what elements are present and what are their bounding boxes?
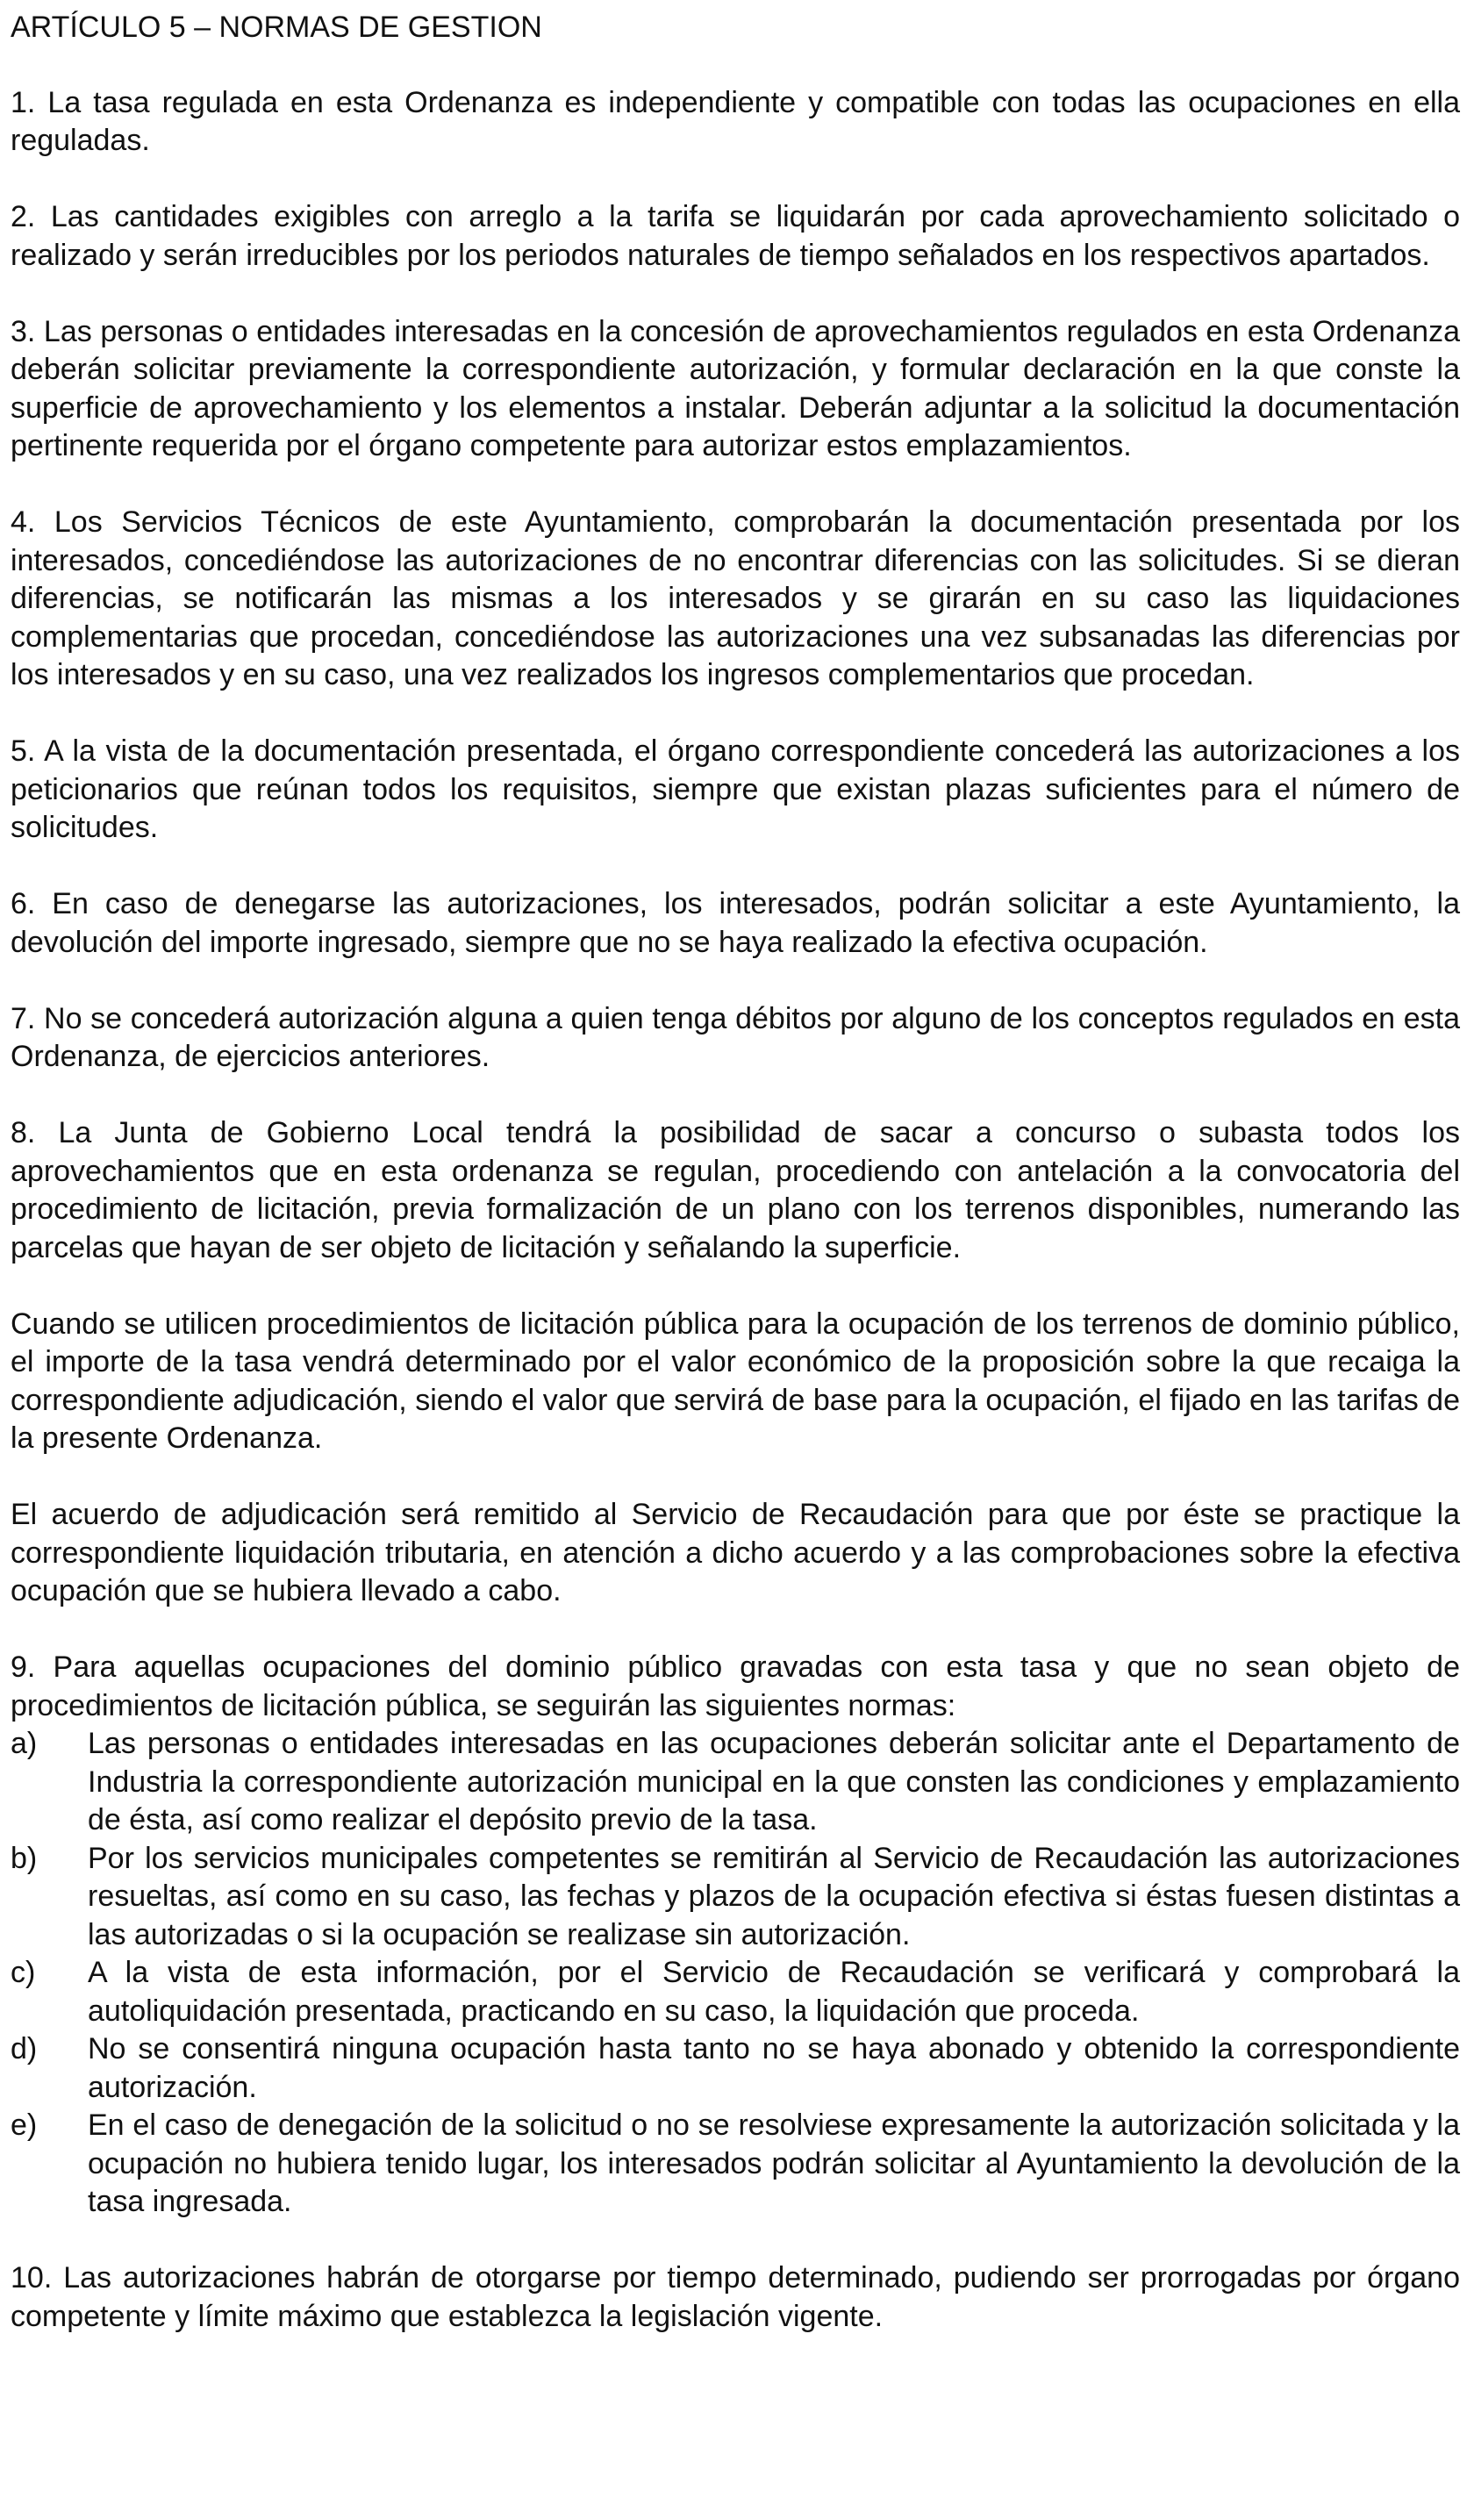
document-page <box>11 9 1460 2336</box>
article-title: ARTÍCULO 5 – NORMAS DE GESTION <box>11 11 542 44</box>
list-item-d <box>11 2030 1460 2107</box>
paragraph-8-licitacion: Cuando se utilicen procedimientos de licitación pública para la ocupación de los terrenos de dominio público, el importe de la tasa vendrá determinado por el valor económico de la proposición sobre la que recaiga la correspondiente adjudicación, siendo el valor que servirá de base para la ocupación, el fijado en las tarifas de la presente Ordenanza. <box>11 1307 1460 1455</box>
list-marker: d) <box>11 2032 38 2065</box>
list-item-c <box>11 1954 1460 2030</box>
list-item-a <box>11 1725 1460 1840</box>
list-marker: a) <box>11 1727 38 1760</box>
list-text: Por los servicios municipales competentes se remitirán al Servicio de Recaudación las autorizaciones resueltas, así como en su caso, las fechas y plazos de la ocupación efectiva si éstas fuesen distintas a las autorizadas o si la ocupación se realizase sin autorización. <box>88 1841 1460 1951</box>
list-text: No se consentirá ninguna ocupación hasta tanto no se haya abonado y obtenido la correspondiente autorización. <box>88 2032 1460 2104</box>
list-item-b <box>11 1840 1460 1955</box>
list-item-e <box>11 2107 1460 2222</box>
paragraph-8-adjudicacion: El acuerdo de adjudicación será remitido al Servicio de Recaudación para que por éste se practique la correspondiente liquidación tributaria, en atención a dicho acuerdo y a las comprobaciones sobre la efectiva ocupación que se hubiera llevado a cabo. <box>11 1498 1460 1607</box>
list-marker: e) <box>11 2108 38 2142</box>
section-9-list <box>11 1725 1460 2222</box>
paragraph-10: 10. Las autorizaciones habrán de otorgarse por tiempo determinado, pudiendo ser prorrogadas por órgano competente y límite máximo que establezca la legislación vigente. <box>11 2261 1460 2333</box>
paragraph-9-intro: 9. Para aquellas ocupaciones del dominio público gravadas con esta tasa y que no sean objeto de procedimientos de licitación pública, se seguirán las siguientes normas: <box>11 1650 1460 1722</box>
list-marker: c) <box>11 1956 36 1989</box>
paragraph-8: 8. La Junta de Gobierno Local tendrá la posibilidad de sacar a concurso o subasta todos los aprovechamientos que en esta ordenanza se regulan, procediendo con antelación a la convocatoria del procedimiento de licitación, previa formalización de un plano con los terrenos disponibles, numerando las parcelas que hayan de ser objeto de licitación y señalando la superficie. <box>11 1116 1460 1264</box>
paragraph-6: 6. En caso de denegarse las autorizaciones, los interesados, podrán solicitar a este Ayuntamiento, la devolución del importe ingresado, siempre que no se haya realizado la efectiva ocupación. <box>11 887 1460 959</box>
paragraph-2: 2. Las cantidades exigibles con arreglo a la tarifa se liquidarán por cada aprovechamiento solicitado o realizado y serán irreducibles por los periodos naturales de tiempo señalados en los respectivos apartados. <box>11 200 1460 272</box>
paragraph-4: 4. Los Servicios Técnicos de este Ayuntamiento, comprobarán la documentación presentada por los interesados, concediéndose las autorizaciones de no encontrar diferencias con las solicitudes. Si se dieran diferencias, se notificarán las mismas a los interesados y se girarán en su caso las liquidaciones complementarias que procedan, concediéndose las autorizaciones una vez subsanadas las diferencias por los interesados y en su caso, una vez realizados los ingresos complementarios que procedan. <box>11 505 1460 691</box>
list-text: En el caso de denegación de la solicitud o no se resolviese expresamente la autorización solicitada y la ocupación no hubiera tenido lugar, los interesados podrán solicitar al Ayuntamiento la devolución de la tasa ingresada. <box>88 2108 1460 2218</box>
list-marker: b) <box>11 1841 38 1875</box>
list-text: A la vista de esta información, por el Servicio de Recaudación se verificará y comprobará la autoliquidación presentada, practicando en su caso, la liquidación que proceda. <box>88 1956 1460 2028</box>
paragraph-5: 5. A la vista de la documentación presentada, el órgano correspondiente concederá las autorizaciones a los peticionarios que reúnan todos los requisitos, siempre que existan plazas suficientes para el número de solicitudes. <box>11 734 1460 844</box>
paragraph-7: 7. No se concederá autorización alguna a quien tenga débitos por alguno de los conceptos regulados en esta Ordenanza, de ejercicios anteriores. <box>11 1001 1460 1073</box>
paragraph-3: 3. Las personas o entidades interesadas en la concesión de aprovechamientos regulados en esta Ordenanza deberán solicitar previamente la correspondiente autorización, y formular declaración en la que conste la superficie de aprovechamiento y los elementos a instalar. Deberán adjuntar a la solicitud la documentación pertinente requerida por el órgano competente para autorizar estos emplazamientos. <box>11 314 1460 462</box>
paragraph-1: 1. La tasa regulada en esta Ordenanza es independiente y compatible con todas las ocupaciones en ella reguladas. <box>11 85 1460 157</box>
list-text: Las personas o entidades interesadas en las ocupaciones deberán solicitar ante el Departamento de Industria la correspondiente autorización municipal en la que consten las condiciones y emplazamiento de ésta, así como realizar el depósito previo de la tasa. <box>88 1727 1460 1836</box>
